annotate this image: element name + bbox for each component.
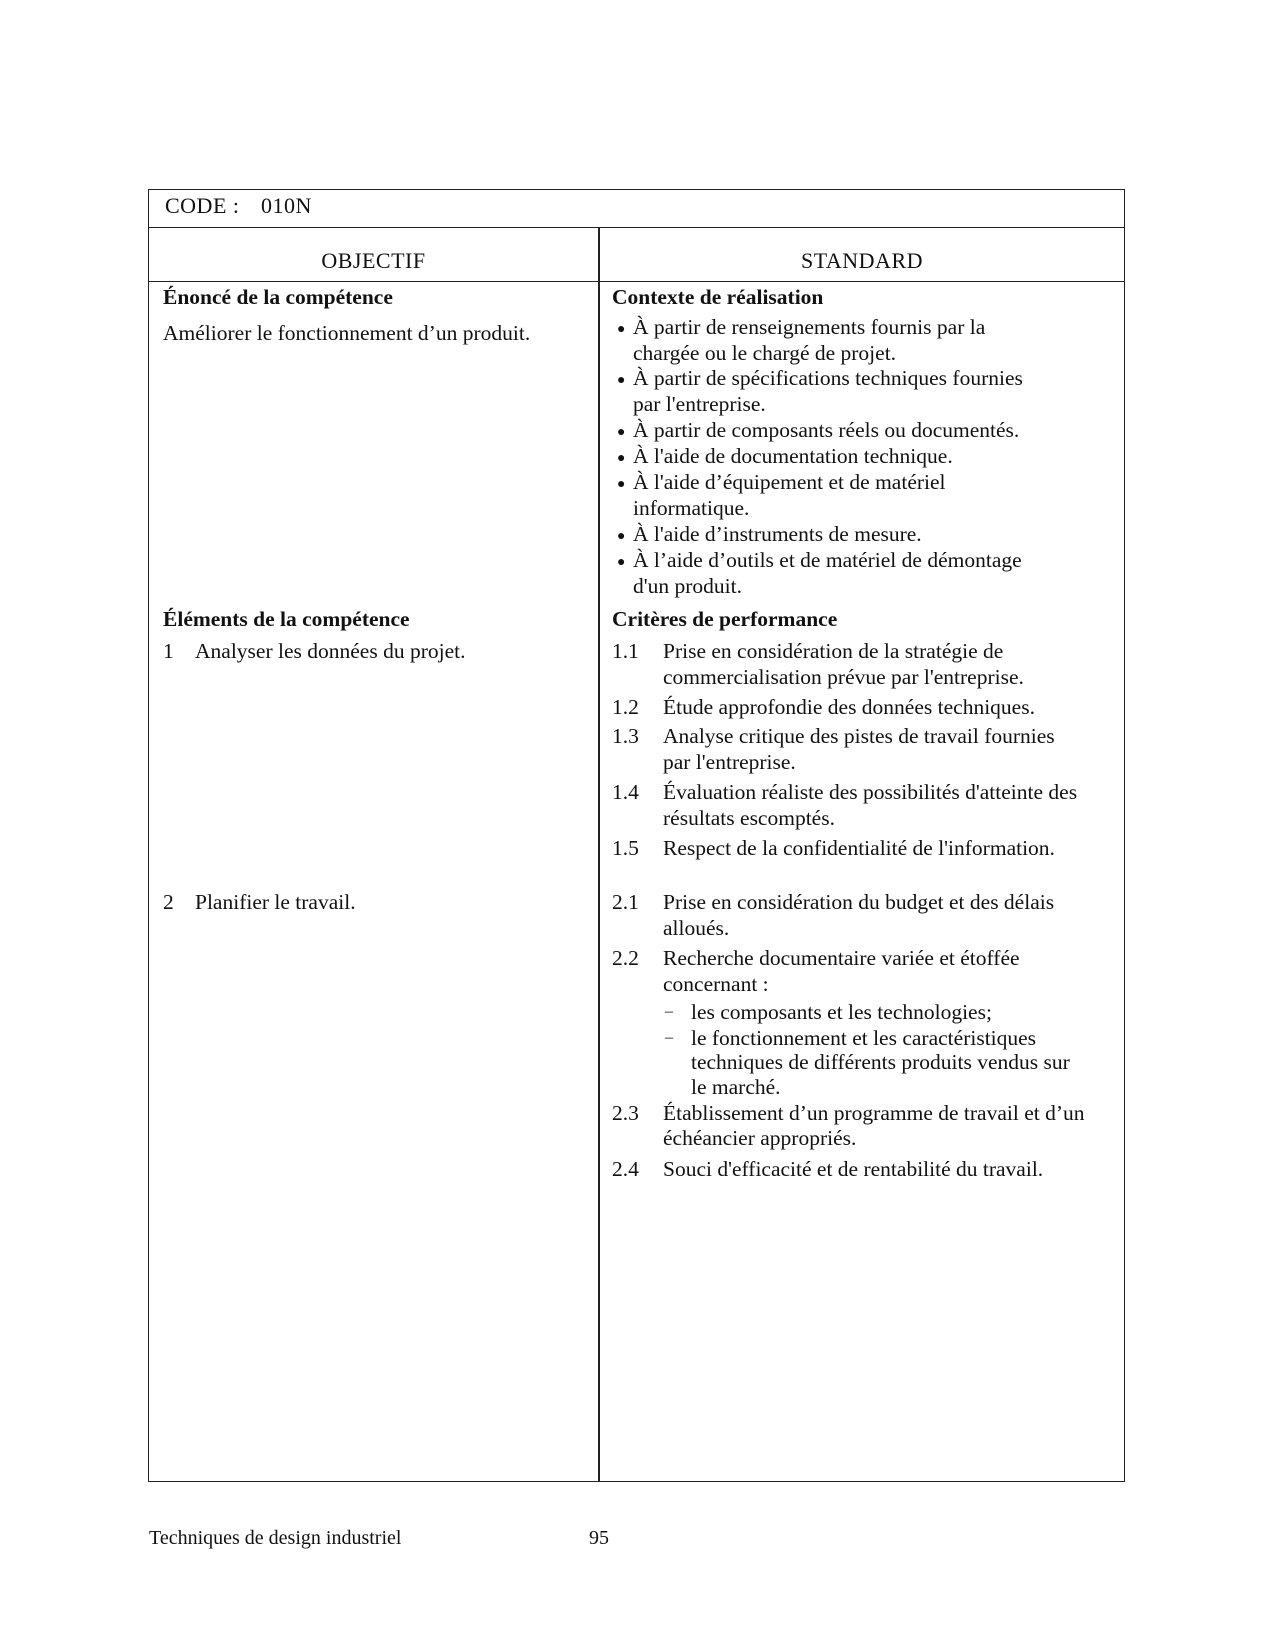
critere-line: par l'entreprise. xyxy=(663,750,796,774)
critere-line: Établissement d’un programme de travail et d’un xyxy=(663,1101,1085,1125)
critere-number: 1.5 xyxy=(612,836,639,860)
element-number: 2 xyxy=(163,890,174,914)
critere-number: 1.2 xyxy=(612,695,639,719)
critere-subitem-line: les composants et les technologies; xyxy=(691,1000,992,1024)
critere-number: 1.4 xyxy=(612,780,639,804)
dash-icon: – xyxy=(665,1003,673,1020)
code-label: CODE : xyxy=(165,193,240,218)
bullet-icon: ● xyxy=(617,373,626,388)
code-row xyxy=(149,190,1124,228)
enonce-title: Énoncé de la compétence xyxy=(163,285,393,309)
column-divider xyxy=(598,228,600,1481)
contexte-item-line: À l'aide d’instruments de mesure. xyxy=(633,522,922,546)
critere-line: Prise en considération du budget et des délais xyxy=(663,890,1055,914)
contexte-item-line: d'un produit. xyxy=(633,574,742,598)
contexte-item-line: À partir de spécifications techniques fournies xyxy=(633,366,1023,390)
bullet-icon: ● xyxy=(617,477,626,492)
critere-line: commercialisation prévue par l'entreprise. xyxy=(663,665,1024,689)
element-text: Planifier le travail. xyxy=(195,890,356,914)
critere-number: 1.1 xyxy=(612,639,639,663)
bullet-icon: ● xyxy=(617,322,626,337)
enonce-text: Améliorer le fonctionnement d’un produit. xyxy=(163,321,531,345)
elements-title: Éléments de la compétence xyxy=(163,607,410,631)
element-number: 1 xyxy=(163,639,174,663)
critere-line: échéancier appropriés. xyxy=(663,1126,857,1150)
footer-title: Techniques de design industriel xyxy=(149,1527,402,1549)
competency-table xyxy=(148,189,1125,1482)
critere-line: résultats escomptés. xyxy=(663,806,835,830)
critere-line: Évaluation réaliste des possibilités d'atteinte des xyxy=(663,780,1078,804)
bullet-icon: ● xyxy=(617,555,626,570)
critere-subitem-line: techniques de différents produits vendus sur xyxy=(691,1050,1070,1074)
contexte-item-line: À partir de renseignements fournis par la xyxy=(633,315,986,339)
critere-number: 2.2 xyxy=(612,946,639,970)
bullet-icon: ● xyxy=(617,529,626,544)
page-number: 95 xyxy=(589,1527,609,1549)
critere-line: Souci d'efficacité et de rentabilité du travail. xyxy=(663,1157,1044,1181)
contexte-item-line: chargée ou le chargé de projet. xyxy=(633,341,897,365)
critere-number: 2.4 xyxy=(612,1157,639,1181)
contexte-item-line: À l’aide d’outils et de matériel de démontage xyxy=(633,548,1022,572)
critere-number: 2.3 xyxy=(612,1101,639,1125)
element-text: Analyser les données du projet. xyxy=(195,639,466,663)
contexte-item-line: informatique. xyxy=(633,496,750,520)
critere-number: 2.1 xyxy=(612,890,639,914)
critere-line: Recherche documentaire variée et étoffée xyxy=(663,946,1020,970)
critere-line: Analyse critique des pistes de travail fournies xyxy=(663,724,1055,748)
critere-number: 1.3 xyxy=(612,724,639,748)
standard-header: STANDARD xyxy=(800,248,924,273)
critere-line: Étude approfondie des données techniques. xyxy=(663,695,1035,719)
critere-subitem-line: le marché. xyxy=(691,1075,781,1099)
contexte-title: Contexte de réalisation xyxy=(612,285,824,309)
critere-line: Respect de la confidentialité de l'information. xyxy=(663,836,1055,860)
contexte-item-line: À l'aide de documentation technique. xyxy=(633,444,953,468)
contexte-item-line: À partir de composants réels ou documentés. xyxy=(633,418,1020,442)
code-value: 010N xyxy=(261,193,312,218)
critere-line: alloués. xyxy=(663,916,730,940)
column-headers xyxy=(149,228,1124,282)
bullet-icon: ● xyxy=(617,425,626,440)
contexte-item-line: À l'aide d’équipement et de matériel xyxy=(633,470,946,494)
dash-icon: – xyxy=(665,1029,673,1046)
contexte-item-line: par l'entreprise. xyxy=(633,392,766,416)
criteres-title: Critères de performance xyxy=(612,607,838,631)
critere-subitem-line: le fonctionnement et les caractéristiques xyxy=(691,1026,1037,1050)
critere-line: concernant : xyxy=(663,972,769,996)
critere-line: Prise en considération de la stratégie de xyxy=(663,639,1004,663)
bullet-icon: ● xyxy=(617,451,626,466)
objectif-header: OBJECTIF xyxy=(321,248,426,273)
